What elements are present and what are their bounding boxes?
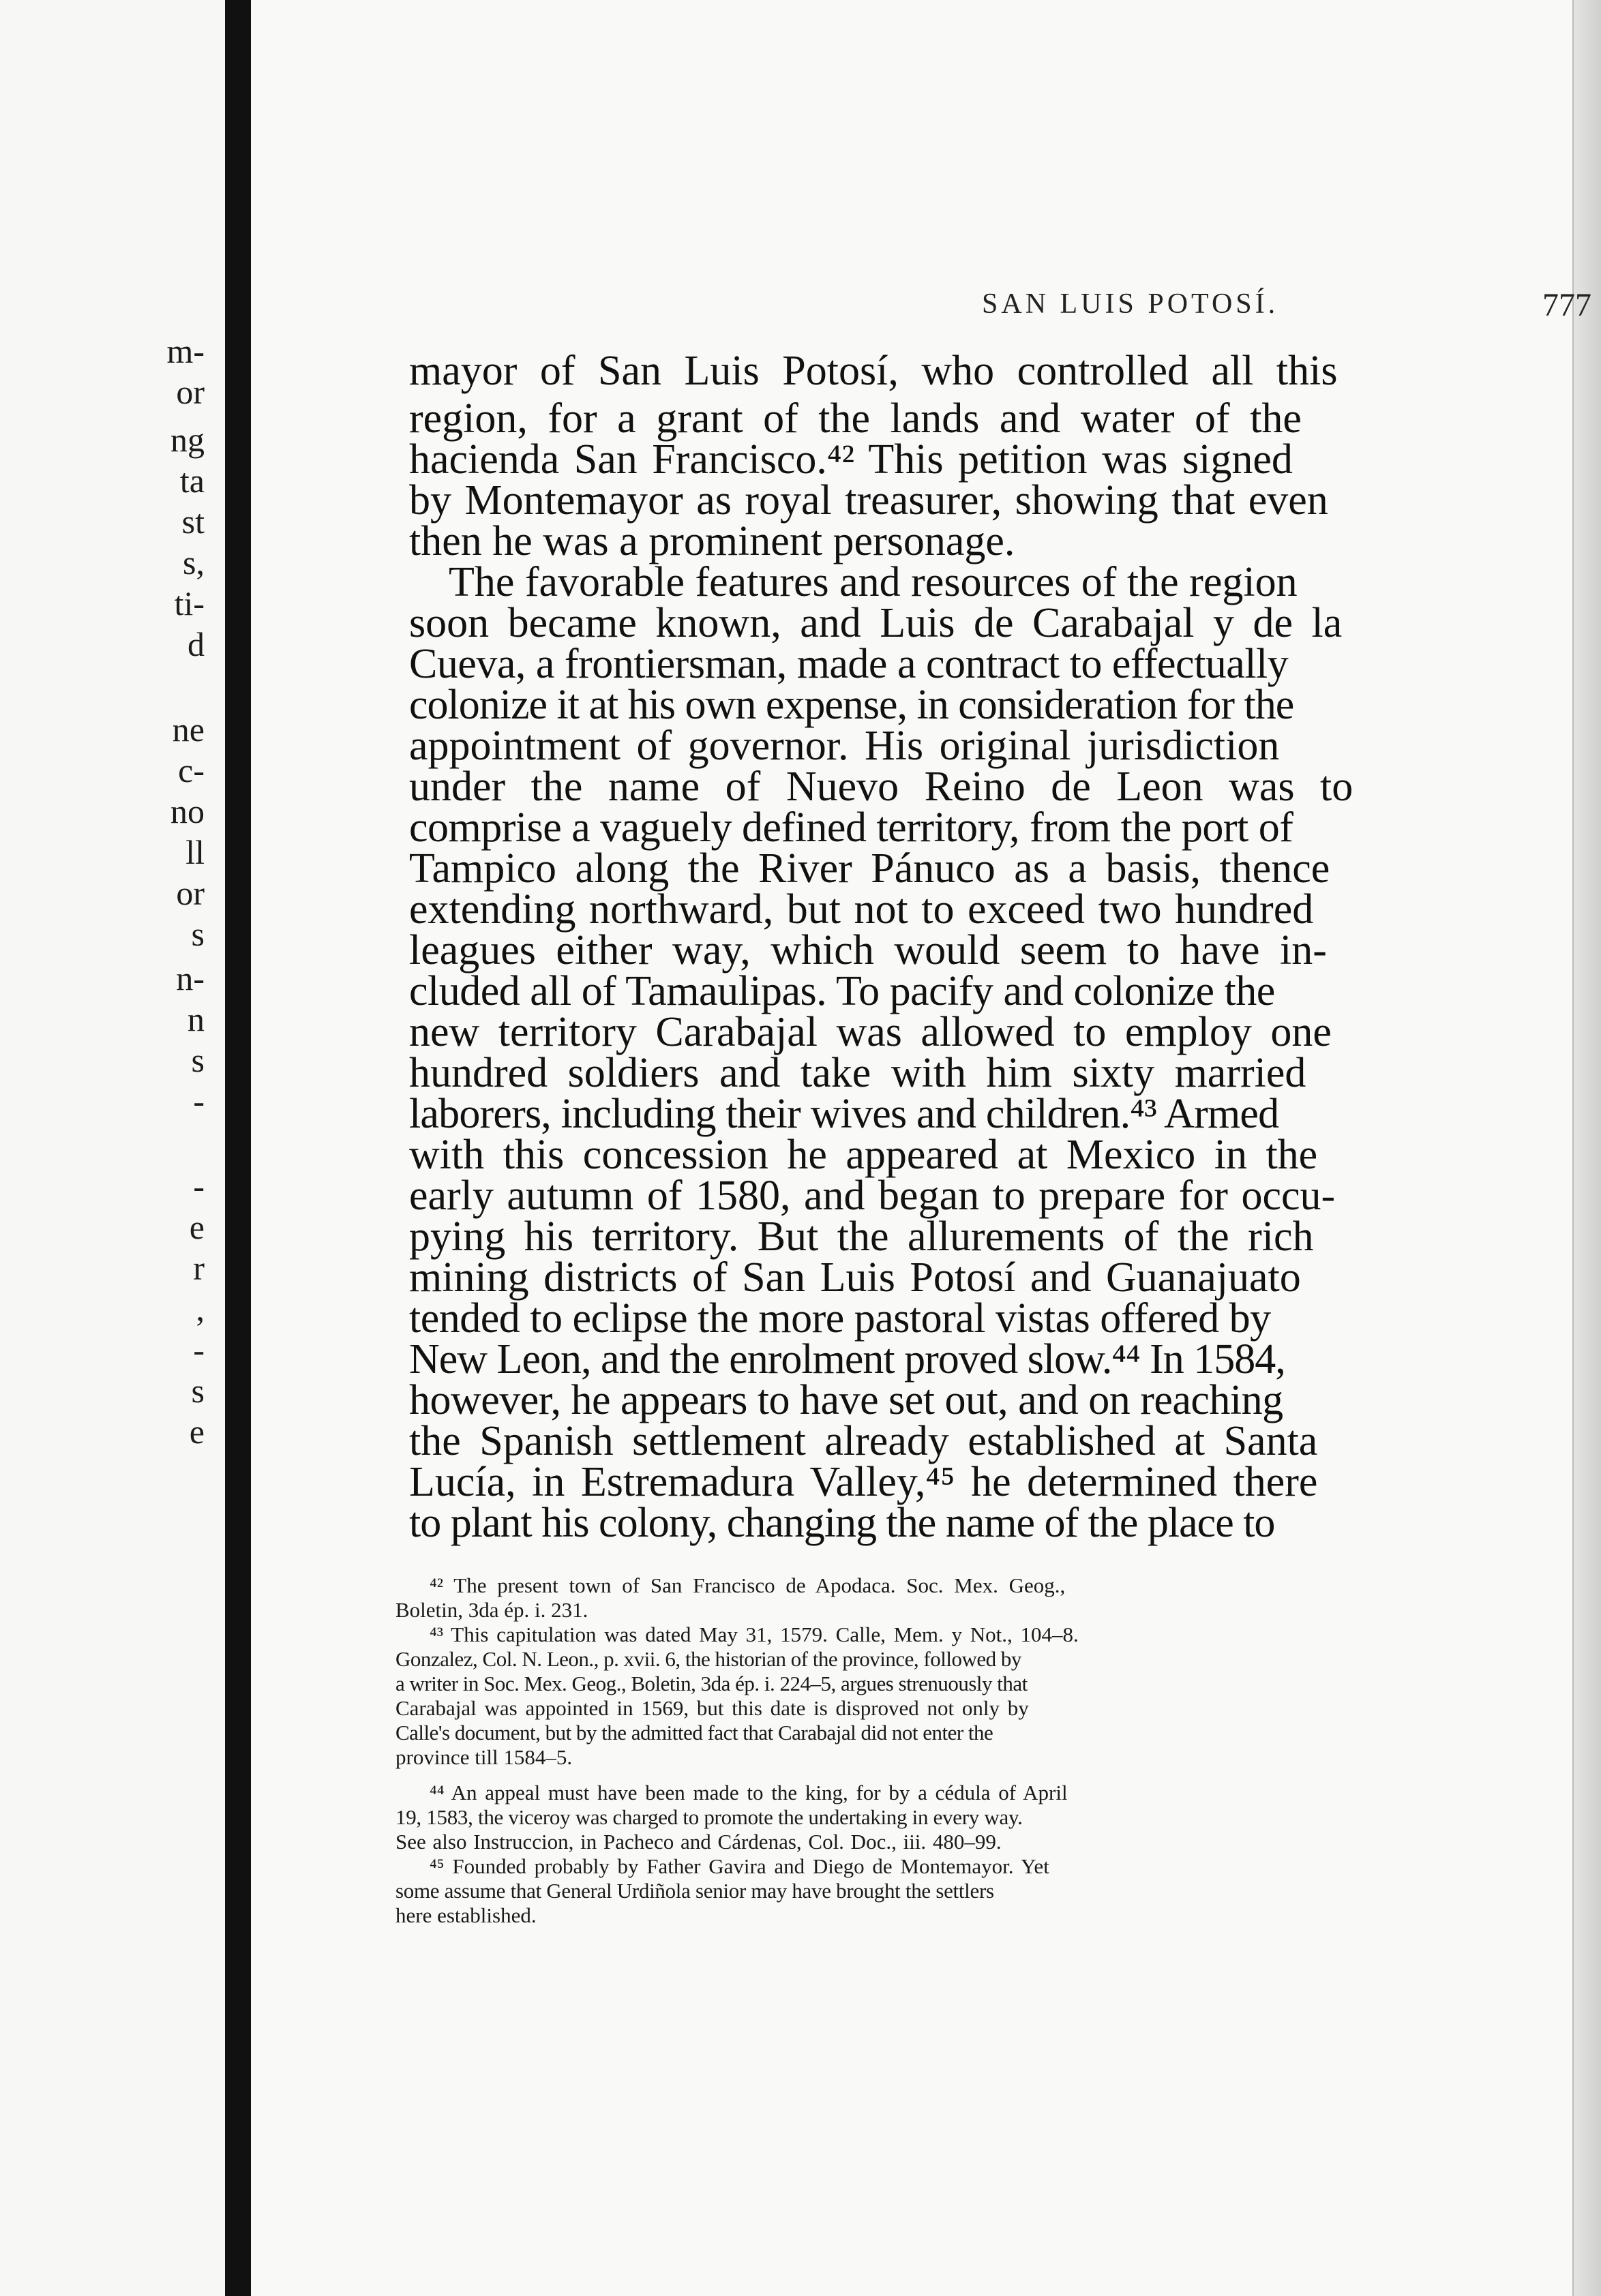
body-line: The favorable features and resources of the region (449, 559, 1298, 605)
body-line: appointment of governor. His original jurisdiction (409, 723, 1280, 769)
footnote-line: ⁴² The present town of San Francisco de Apodaca. Soc. Mex. Geog., (430, 1573, 1066, 1597)
body-line: mining districts of San Luis Potosí and Guanajuato (409, 1254, 1301, 1301)
left-edge-fragment: no (170, 792, 205, 830)
page-edge (1572, 0, 1601, 2296)
footnote-line: 19, 1583, the viceroy was charged to promote the undertaking in every way. (395, 1805, 1023, 1829)
left-edge-fragment: or (176, 373, 205, 411)
footnote-line: ⁴³ This capitulation was dated May 31, 1579. Calle, Mem. y Not., 104–8. (430, 1622, 1079, 1646)
left-edge-fragment: e (189, 1208, 205, 1246)
body-line: with this concession he appeared at Mexico in the (409, 1132, 1318, 1178)
footnote-line: See also Instruccion, in Pacheco and Cárdenas, Col. Doc., iii. 480–99. (395, 1830, 1002, 1854)
left-page (0, 0, 225, 2296)
left-edge-fragment: r (193, 1249, 205, 1287)
book-gutter (225, 0, 251, 2296)
body-line: then he was a prominent personage. (409, 518, 1015, 564)
footnote-line: some assume that General Urdiñola senior may have brought the settlers (395, 1879, 994, 1903)
footnote-line: a writer in Soc. Mex. Geog., Boletin, 3da ép. i. 224–5, argues strenuously that (395, 1672, 1028, 1695)
footnote-line: ⁴⁴ An appeal must have been made to the king, for by a cédula of April (430, 1781, 1068, 1804)
body-line: region, for a grant of the lands and water of the (409, 395, 1302, 442)
body-line: leagues either way, which would seem to have in- (409, 927, 1327, 973)
body-line: hacienda San Francisco.⁴² This petition was signed (409, 436, 1293, 483)
left-edge-fragment: - (193, 1331, 205, 1369)
left-edge-fragment: c- (178, 751, 205, 789)
body-line: under the name of Nuevo Reino de Leon was to (409, 764, 1353, 810)
left-edge-fragment: n (188, 1000, 205, 1038)
body-line: hundred soldiers and take with him sixty married (409, 1050, 1306, 1096)
body-line: the Spanish settlement already established at Santa (409, 1418, 1318, 1464)
left-edge-fragment: e (189, 1413, 205, 1451)
left-edge-fragment: ne (172, 710, 205, 749)
body-line: Tampico along the River Pánuco as a basis, thence (409, 845, 1330, 892)
running-head: SAN LUIS POTOSÍ. (982, 288, 1279, 320)
body-line: extending northward, but not to exceed two hundred (409, 886, 1314, 933)
body-line: however, he appears to have set out, and on reaching (409, 1377, 1283, 1423)
body-line: laborers, including their wives and children.⁴³ Armed (409, 1091, 1279, 1137)
body-line: New Leon, and the enrolment proved slow.⁴⁴ In 1584, (409, 1336, 1285, 1383)
left-edge-fragment: - (193, 1167, 205, 1205)
body-line: Cueva, a frontiersman, made a contract to effectually (409, 641, 1289, 687)
left-edge-fragment: d (188, 625, 205, 663)
body-line: by Montemayor as royal treasurer, showing that even (409, 477, 1328, 524)
body-line: colonize it at his own expense, in consideration for the (409, 682, 1294, 728)
left-edge-fragment: ti- (174, 584, 205, 622)
footnote-line: province till 1584–5. (395, 1745, 573, 1769)
page-number: 777 (1542, 287, 1591, 323)
body-line: pying his territory. But the allurements of the rich (409, 1213, 1314, 1260)
left-edge-fragment: st (181, 502, 205, 541)
footnote-line: ⁴⁵ Founded probably by Father Gavira and Diego de Montemayor. Yet (430, 1854, 1049, 1878)
body-line: new territory Carabajal was allowed to employ one (409, 1009, 1332, 1055)
left-edge-fragment: , (196, 1290, 205, 1328)
body-line: cluded all of Tamaulipas. To pacify and colonize the (409, 968, 1275, 1014)
left-edge-fragment: s (191, 915, 205, 953)
book-page (251, 0, 1601, 2296)
left-edge-fragment: s (191, 1372, 205, 1410)
left-edge-fragment: s, (183, 543, 205, 581)
left-edge-fragment: ng (170, 421, 205, 459)
left-edge-fragment: ta (179, 462, 205, 500)
footnote-line: Boletin, 3da ép. i. 231. (395, 1598, 588, 1622)
left-edge-fragment: n- (176, 959, 205, 997)
body-line: early autumn of 1580, and began to prepare for occu- (409, 1173, 1336, 1219)
body-line: comprise a vaguely defined territory, from the port of (409, 804, 1293, 851)
left-edge-fragment: m- (166, 332, 205, 370)
left-edge-fragment: - (193, 1082, 205, 1120)
footnote-line: here established. (395, 1903, 537, 1927)
body-line: tended to eclipse the more pastoral vistas offered by (409, 1295, 1271, 1342)
body-line: mayor of San Luis Potosí, who controlled all this (409, 348, 1338, 394)
body-line: to plant his colony, changing the name of the place to (409, 1500, 1275, 1546)
left-edge-fragment: or (176, 874, 205, 912)
left-edge-fragment: s (191, 1041, 205, 1079)
footnote-line: Calle's document, but by the admitted fact that Carabajal did not enter the (395, 1721, 993, 1744)
body-line: soon became known, and Luis de Carabajal y de la (409, 600, 1343, 646)
body-line: Lucía, in Estremadura Valley,⁴⁵ he determined there (409, 1459, 1318, 1505)
left-edge-fragment: ll (185, 833, 205, 871)
footnote-line: Gonzalez, Col. N. Leon., p. xvii. 6, the historian of the province, followed by (395, 1647, 1021, 1671)
footnote-line: Carabajal was appointed in 1569, but this date is disproved not only by (395, 1696, 1029, 1720)
